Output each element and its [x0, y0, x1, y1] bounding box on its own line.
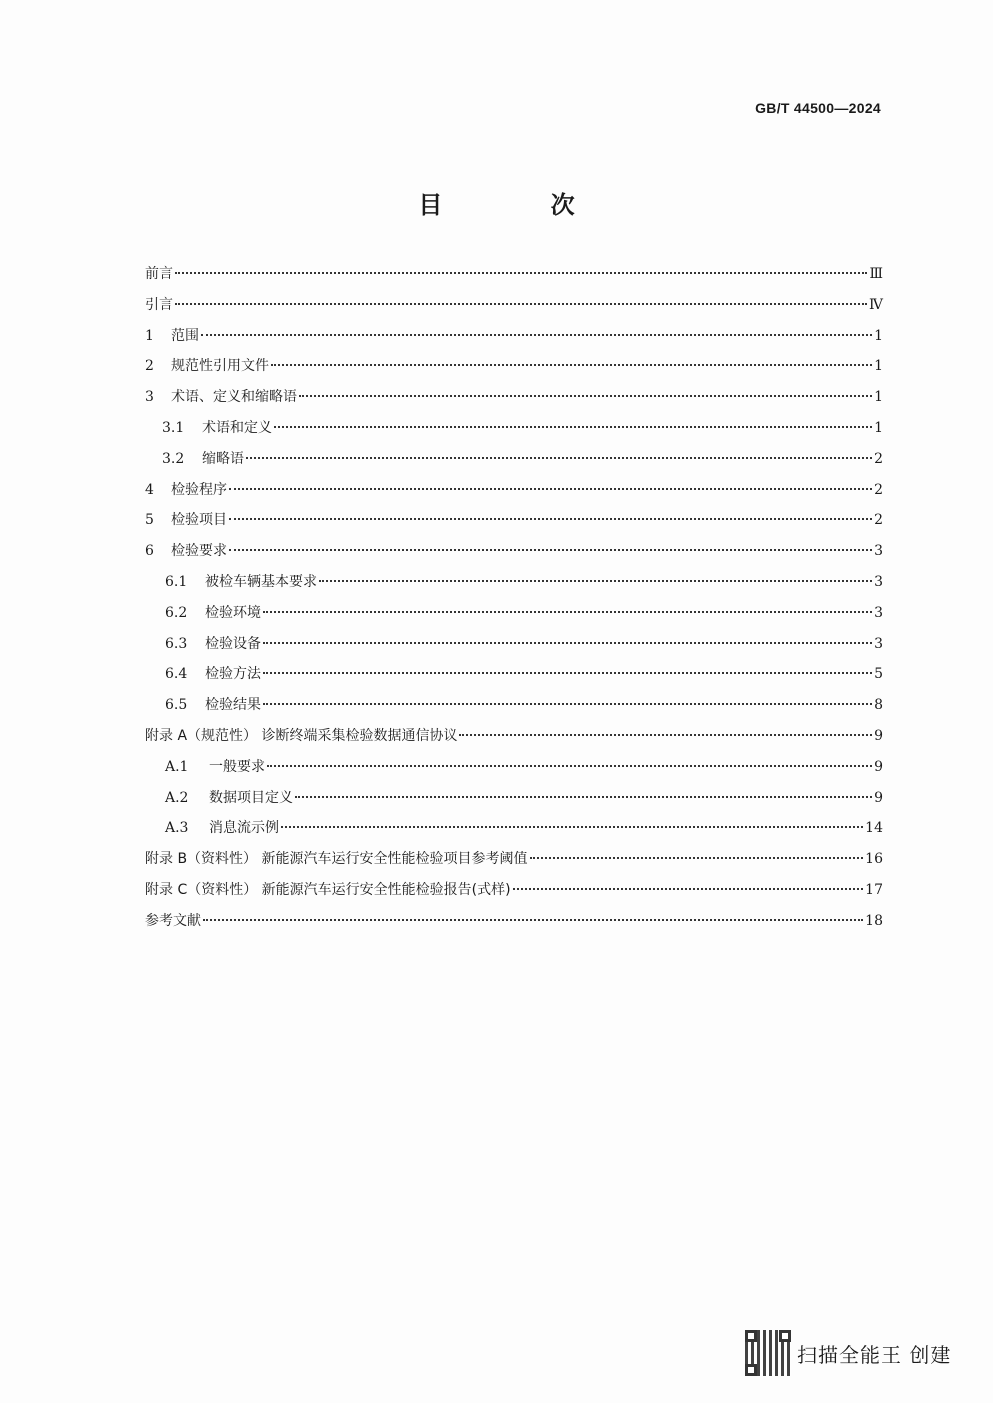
toc-dot-leader: [281, 826, 863, 828]
toc-entry-number: 6.3: [165, 635, 188, 652]
toc-entry-label: 术语、定义和缩略语: [171, 389, 297, 406]
toc-entry-page: 5: [874, 666, 883, 683]
toc-entry-label: 消息流示例: [209, 820, 279, 837]
toc-dot-leader: [263, 672, 872, 674]
toc-entry-label: 附录 B（资料性） 新能源汽车运行安全性能检验项目参考阈值: [145, 851, 528, 868]
toc-entry-label: 范围: [171, 327, 199, 344]
toc-entry[interactable]: [145, 633, 883, 664]
toc-entry-page: 2: [874, 512, 883, 529]
toc-dot-leader: [295, 796, 872, 798]
toc-entry-label: 术语和定义: [202, 419, 272, 436]
toc-entry-label: 附录 A（规范性） 诊断终端采集检验数据通信协议: [145, 727, 458, 744]
toc-dot-leader: [201, 334, 872, 336]
toc-entry[interactable]: [145, 879, 883, 910]
toc-entry-number: A.1: [165, 758, 189, 775]
toc-entry[interactable]: [145, 756, 883, 787]
toc-entry[interactable]: [145, 479, 883, 510]
toc-entry-page: 3: [874, 573, 883, 590]
toc-entry-page: 16: [865, 851, 883, 868]
toc-entry[interactable]: [145, 694, 883, 725]
scanner-watermark: [745, 1330, 951, 1376]
toc-entry-number: 6.5: [165, 697, 188, 714]
toc-entry[interactable]: [145, 910, 883, 941]
table-of-contents: [145, 263, 883, 941]
toc-entry-number: 3.2: [162, 450, 185, 467]
toc-entry[interactable]: [145, 602, 883, 633]
toc-entry-page: 2: [874, 481, 883, 498]
toc-entry-label: 被检车辆基本要求: [205, 573, 317, 590]
toc-entry-label: 检验环境: [205, 604, 261, 621]
toc-entry-label: 缩略语: [202, 450, 244, 467]
toc-entry-number: 5: [145, 512, 154, 529]
toc-entry[interactable]: [145, 263, 883, 294]
toc-entry-page: 3: [874, 604, 883, 621]
toc-entry-number: 6.2: [165, 604, 188, 621]
toc-entry-label: 前言: [145, 266, 173, 282]
toc-entry-label: 检验方法: [205, 666, 261, 683]
toc-entry-number: 2: [145, 358, 154, 375]
toc-entry[interactable]: [145, 663, 883, 694]
toc-dot-leader: [175, 303, 867, 305]
toc-entry-page: 1: [874, 419, 883, 436]
toc-dot-leader: [513, 888, 864, 890]
toc-entry-page: Ⅲ: [869, 266, 883, 282]
toc-entry-page: 3: [874, 543, 883, 560]
toc-dot-leader: [229, 488, 872, 490]
toc-entry-number: A.3: [165, 820, 189, 837]
toc-entry[interactable]: [145, 355, 883, 386]
toc-entry-number: 4: [145, 481, 154, 498]
toc-entry[interactable]: [145, 817, 883, 848]
toc-entry[interactable]: [145, 448, 883, 479]
toc-entry-label: 一般要求: [209, 758, 265, 775]
toc-entry-page: 3: [874, 635, 883, 652]
toc-entry[interactable]: [145, 417, 883, 448]
toc-entry[interactable]: [145, 325, 883, 356]
toc-entry-page: 17: [865, 881, 883, 898]
toc-entry-page: 1: [874, 389, 883, 406]
toc-entry-number: 6.4: [165, 666, 188, 683]
toc-entry[interactable]: [145, 725, 883, 756]
watermark-text: 扫描全能王 创建: [797, 1342, 952, 1367]
toc-dot-leader: [263, 611, 872, 613]
toc-entry[interactable]: [145, 540, 883, 571]
page-title: 目 次: [418, 191, 625, 219]
toc-entry-page: 14: [865, 820, 883, 837]
toc-entry-page: Ⅳ: [869, 296, 883, 313]
toc-entry-number: 1: [145, 327, 154, 344]
toc-entry[interactable]: [145, 571, 883, 602]
toc-entry-label: 数据项目定义: [209, 789, 293, 806]
toc-entry-number: 6.1: [165, 573, 188, 590]
toc-entry-number: A.2: [165, 789, 189, 806]
toc-entry-label: 检验要求: [171, 543, 227, 560]
toc-dot-leader: [246, 457, 872, 459]
toc-dot-leader: [271, 364, 872, 366]
toc-entry-number: 3: [145, 389, 154, 406]
toc-dot-leader: [459, 734, 872, 736]
toc-entry-page: 2: [874, 450, 883, 467]
toc-entry-label: 参考文献: [145, 912, 201, 929]
toc-entry[interactable]: [145, 848, 883, 879]
toc-entry[interactable]: [145, 787, 883, 818]
toc-entry-label: 附录 C（资料性） 新能源汽车运行安全性能检验报告(式样): [145, 881, 511, 898]
toc-dot-leader: [229, 549, 872, 551]
toc-entry[interactable]: [145, 509, 883, 540]
standard-number: GB/T 44500—2024: [755, 100, 881, 116]
toc-entry[interactable]: [145, 386, 883, 417]
toc-entry-label: 引言: [145, 296, 173, 313]
toc-entry-label: 规范性引用文件: [171, 358, 269, 375]
toc-dot-leader: [263, 642, 872, 644]
toc-dot-leader: [267, 765, 872, 767]
toc-dot-leader: [263, 703, 872, 705]
toc-entry[interactable]: [145, 294, 883, 325]
toc-entry-label: 检验项目: [171, 512, 227, 529]
toc-entry-number: 3.1: [162, 419, 185, 436]
toc-dot-leader: [530, 857, 864, 859]
toc-dot-leader: [299, 395, 872, 397]
toc-entry-page: 1: [874, 327, 883, 344]
toc-dot-leader: [175, 272, 867, 274]
toc-entry-label: 检验结果: [205, 697, 261, 714]
toc-entry-page: 18: [865, 912, 883, 929]
toc-dot-leader: [229, 518, 872, 520]
toc-dot-leader: [319, 580, 872, 582]
toc-entry-page: 8: [874, 697, 883, 714]
toc-entry-page: 9: [874, 758, 883, 775]
toc-dot-leader: [274, 426, 872, 428]
toc-entry-page: 9: [874, 789, 883, 806]
toc-entry-label: 检验程序: [171, 481, 227, 498]
qr-code-icon: [745, 1330, 791, 1376]
toc-entry-page: 1: [874, 358, 883, 375]
toc-entry-label: 检验设备: [205, 635, 261, 652]
toc-dot-leader: [203, 919, 863, 921]
toc-entry-number: 6: [145, 543, 154, 560]
toc-entry-page: 9: [874, 727, 883, 744]
